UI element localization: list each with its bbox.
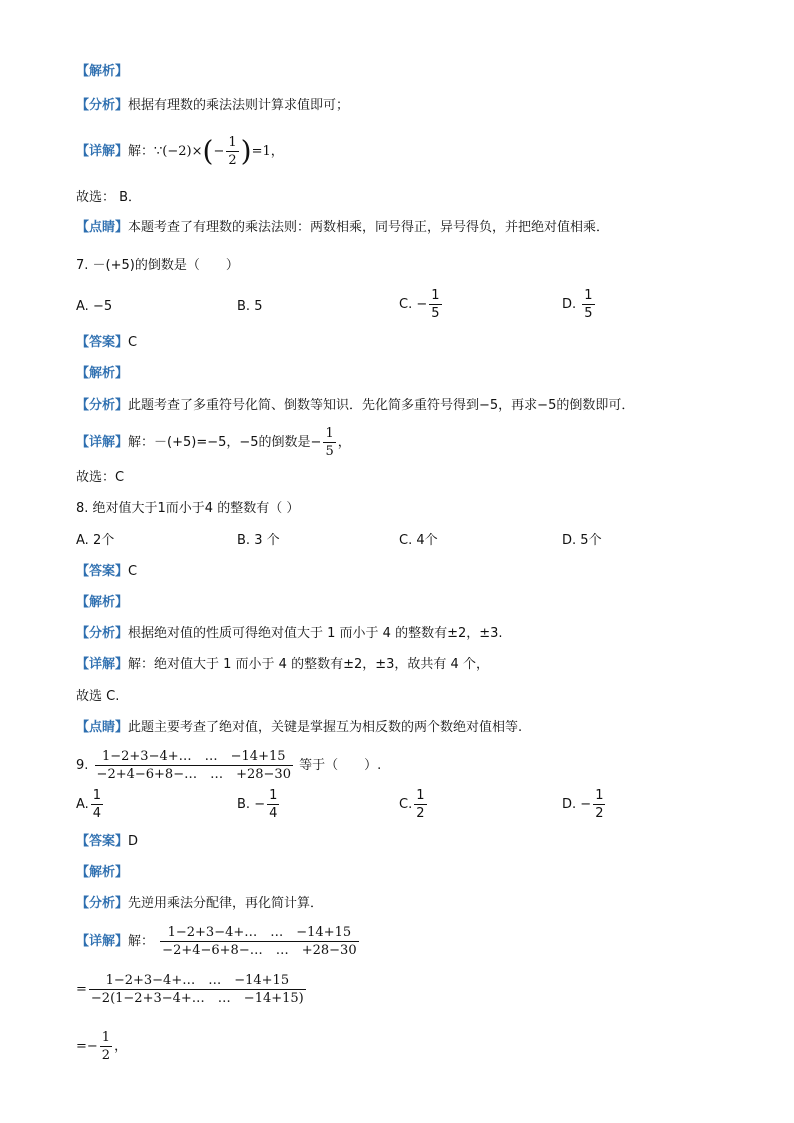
q7-detail (76, 425, 351, 460)
q9-fenxi (76, 894, 323, 914)
q7-choice: 故选：C (76, 470, 125, 485)
q7-answer-value: C (128, 335, 138, 350)
q7-detail-prefix: 解：－(+5)=−5，−5的倒数是− (128, 435, 322, 450)
q9-step1-den: −2+4−6+8−… … +28−30 (162, 943, 357, 958)
q9-option-b-fraction (267, 787, 279, 822)
q9-step2-num: 1−2+3−4+… … −14+15 (105, 973, 290, 988)
q8-option-a-text: 2个 (92, 533, 115, 548)
q9-detail-prefix: 解： (128, 934, 155, 949)
q6-frac-den: 2 (228, 153, 237, 168)
q8-option-b-letter: B. (237, 533, 251, 548)
q9-step3-eq: =− (76, 1039, 98, 1054)
section-jiexi-q9: 【解析】 (76, 865, 129, 880)
q8-choice: 故选 C. (76, 689, 120, 704)
q8-option-c-letter: C. (399, 533, 413, 548)
section-jiexi-q8: 【解析】 (76, 595, 129, 610)
q7-option-a-letter: A. (76, 299, 89, 314)
q9-option-b-den: 4 (269, 806, 278, 821)
dianjing-label: 【点睛】 (76, 220, 129, 235)
q7-detail-fraction (323, 425, 335, 460)
q8-option-d-text: 5个 (580, 533, 602, 548)
q6-dianjing-text: 本题考查了有理数的乘法法则：两数相乘，同号得正，异号得负，并把绝对值相乘． (128, 220, 610, 235)
q7-option-b-letter: B. (237, 299, 251, 314)
q7-option-c-letter: C. (399, 297, 413, 312)
q9-option-a-den: 4 (92, 806, 102, 821)
q7-option-d-num: 1 (584, 288, 593, 303)
q8-option-d (562, 531, 602, 551)
q9-step3-fraction (100, 1029, 112, 1064)
q9-option-c-den: 2 (416, 806, 425, 821)
q9-option-b-letter: B. (237, 797, 251, 812)
q6-frac-num: 1 (228, 135, 237, 150)
q8-option-c-text: 4个 (416, 533, 438, 548)
q6-dianjing (76, 218, 609, 238)
daan-label: 【答案】 (76, 564, 129, 579)
section-jiexi-q6: 【解析】 (76, 64, 129, 79)
q6-paren-close: ) (240, 134, 252, 168)
q9-option-c (399, 787, 429, 822)
q9-option-a-num: 1 (92, 788, 102, 803)
q6-detail-prefix: 解：∵ (128, 144, 163, 159)
q9-stem-suffix: 等于（ ）. (299, 758, 382, 773)
q6-expr-left: (−2)× (162, 144, 203, 159)
fenxi-label: 【分析】 (76, 98, 129, 113)
q9-option-d-letter: D. (562, 797, 577, 812)
q7-option-c-sign: − (416, 297, 428, 312)
xiangjie-label: 【详解】 (76, 144, 129, 159)
q8-answer (76, 562, 137, 582)
q9-stem-num: 1−2+3−4+… … −14+15 (101, 749, 286, 764)
q9-detail-step3 (76, 1027, 127, 1067)
q6-fenxi-text: 根据有理数的乘法法则计算求值即可； (128, 98, 350, 113)
q9-step1-fraction (160, 924, 358, 959)
fenxi-label: 【分析】 (76, 626, 129, 641)
q7-detail-suffix: ， (337, 435, 351, 450)
q7-option-a-text: −5 (92, 299, 113, 314)
q6-expr-right: =1， (251, 144, 284, 159)
q6-choice: 故选： B． (76, 190, 142, 205)
q9-step2-fraction (89, 972, 306, 1007)
q9-stem-fraction (95, 748, 293, 783)
q9-option-a-fraction (91, 787, 103, 822)
q9-option-c-fraction (414, 787, 426, 822)
q8-detail-text: 解：绝对值大于 1 而小于 4 的整数有±2，±3，故共有 4 个， (128, 657, 489, 672)
q7-option-d-fraction (582, 287, 594, 322)
q8-option-a-letter: A. (76, 533, 89, 548)
q9-option-b (237, 787, 281, 822)
q7-option-c (399, 287, 444, 322)
q9-option-a (76, 787, 105, 822)
q8-option-a (76, 531, 114, 551)
q9-option-d-num: 1 (595, 788, 604, 803)
q9-option-c-letter: C. (399, 797, 413, 812)
q8-detail (76, 655, 489, 675)
q7-option-b-text: 5 (254, 299, 263, 314)
q9-option-b-sign: − (254, 797, 266, 812)
q8-option-d-letter: D. (562, 533, 577, 548)
section-jiexi-q7: 【解析】 (76, 366, 129, 381)
q7-option-a (76, 297, 112, 317)
q8-fenxi (76, 624, 503, 644)
q8-option-c (399, 531, 438, 551)
q9-step3-suffix: ， (114, 1039, 128, 1054)
q6-expr-minus: − (213, 144, 225, 159)
q9-option-d (562, 787, 607, 822)
q7-option-d-den: 5 (584, 306, 593, 321)
q9-option-d-den: 2 (595, 806, 604, 821)
q6-fraction (226, 134, 238, 169)
q9-option-b-num: 1 (269, 788, 278, 803)
q9-step2-den: −2(1−2+3−4+… … −14+15) (90, 991, 304, 1006)
q8-option-b (237, 531, 280, 551)
q9-step3-den: 2 (101, 1048, 111, 1063)
q7-fenxi (76, 396, 634, 416)
fenxi-label: 【分析】 (76, 398, 129, 413)
q8-stem: 8. 绝对值大于1而小于4 的整数有（ ） (76, 501, 300, 516)
xiangjie-label: 【详解】 (76, 657, 129, 672)
xiangjie-label: 【详解】 (76, 435, 129, 450)
q9-option-c-num: 1 (416, 788, 425, 803)
q9-option-a-letter: A. (76, 797, 89, 812)
q7-option-c-fraction (429, 287, 441, 322)
q9-fenxi-text: 先逆用乘法分配律，再化简计算． (128, 896, 324, 911)
q9-step3-num: 1 (101, 1030, 111, 1045)
q9-step2-eq: = (76, 982, 87, 997)
xiangjie-label: 【详解】 (76, 934, 129, 949)
q9-stem (76, 746, 381, 786)
q8-dianjing-text: 此题主要考查了绝对值，关键是掌握互为相反数的两个数绝对值相等. (128, 720, 523, 735)
daan-label: 【答案】 (76, 834, 129, 849)
q9-option-d-sign: − (580, 797, 592, 812)
q6-paren-open: ( (202, 134, 214, 168)
q7-fenxi-text: 此题考查了多重符号化简、倒数等知识．先化简多重符号得到−5，再求−5的倒数即可． (128, 398, 635, 413)
daan-label: 【答案】 (76, 335, 129, 350)
q7-answer (76, 333, 137, 353)
q9-answer (76, 832, 138, 852)
q9-answer-value: D (128, 834, 139, 849)
q9-detail-step2 (76, 970, 308, 1010)
dianjing-label: 【点睛】 (76, 720, 129, 735)
q9-number: 9. (76, 758, 89, 773)
q7-stem: 7. －(+5)的倒数是（ ） (76, 258, 239, 273)
q9-option-d-fraction (593, 787, 605, 822)
q7-detail-num: 1 (325, 426, 334, 441)
q8-dianjing (76, 718, 522, 738)
fenxi-label: 【分析】 (76, 896, 129, 911)
q9-detail-step1 (76, 922, 361, 962)
q7-option-b (237, 297, 262, 317)
q8-option-b-text: 3 个 (254, 533, 280, 548)
q6-fenxi (76, 96, 349, 116)
q7-option-d-letter: D. (562, 297, 577, 312)
q8-answer-value: C (128, 564, 138, 579)
q7-option-c-num: 1 (431, 288, 440, 303)
q7-detail-den: 5 (325, 444, 334, 459)
q9-stem-den: −2+4−6+8−… … +28−30 (96, 767, 291, 782)
q7-option-d (562, 287, 597, 322)
q6-detail (76, 134, 284, 169)
q9-step1-num: 1−2+3−4+… … −14+15 (167, 925, 352, 940)
q7-option-c-den: 5 (431, 306, 440, 321)
q8-fenxi-text: 根据绝对值的性质可得绝对值大于 1 而小于 4 的整数有±2，±3. (128, 626, 503, 641)
